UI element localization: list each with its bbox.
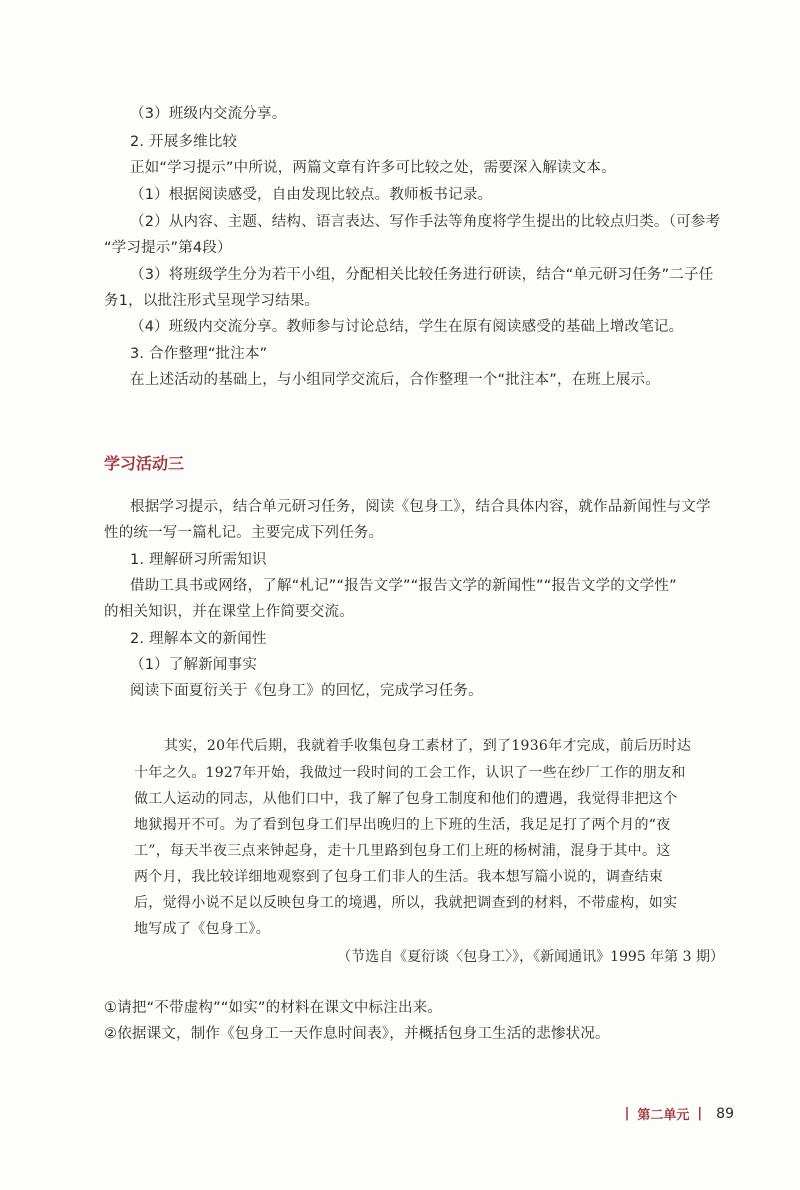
text-line: （1）了解新闻事实 [130,657,258,673]
quote-line: 十年之久。1927年开始，我做过一段时间的工会工作，认识了一些在纱厂工作的朋友和 [134,765,686,781]
quote-line: 两个月，我比较详细地观察到了包身工们非人的生活。我本想写篇小说的，调查结束 [134,869,664,885]
subheading: 2. 理解本文的新闻性 [130,631,267,647]
divider: | [697,1106,703,1121]
subheading: 2. 开展多维比较 [130,134,238,150]
quote-line: 后，觉得小说不足以反映包身工的境遇，所以，我就把调查到的材料，不带虚构，如实 [134,895,678,911]
text-line: （3）将班级学生分为若干小组，分配相关比较任务进行研读，结合“单元研习任务”二子任 [130,267,714,283]
text-line: 阅读下面夏衍关于《包身工》的回忆，完成学习任务。 [130,683,483,699]
subheading: 1. 理解研习所需知识 [130,552,267,568]
text-line: （3）班级内交流分享。 [130,106,287,122]
quote-line: 做工人运动的同志，从他们口中，我了解了包身工制度和他们的遭遇，我觉得非把这个 [134,791,678,807]
text-line: 务1，以批注形式呈现学习结果。 [104,293,320,309]
page-number: 89 [716,1105,734,1122]
divider: | [624,1106,630,1121]
quote-line: 其实，20年代后期，我就着手收集包身工素材了，到了1936年才完成，前后历时达 [164,738,692,754]
text-line: “学习提示”第4段） [104,240,232,256]
text-line: 正如“学习提示”中所说，两篇文章有许多可比较之处，需要深入解读文本。 [130,160,616,176]
text-line: 在上述活动的基础上，与小组同学交流后，合作整理一个“批注本”，在班上展示。 [130,372,660,388]
text-line: 根据学习提示，结合单元研习任务，阅读《包身工》，结合具体内容，就作品新闻性与文学 [130,499,711,515]
section-heading: 学习活动三 [104,454,185,473]
text-line: （4）班级内交流分享。教师参与讨论总结，学生在原有阅读感受的基础上增改笔记。 [130,319,684,335]
quote-source: （节选自《夏衍谈〈包身工〉》，《新闻通讯》1995 年第 3 期） [337,949,724,965]
text-line: 的相关知识，并在课堂上作简要交流。 [104,604,354,620]
text-line: 借助工具书或网络，了解“札记”“报告文学”“报告文学的新闻性”“报告文学的文学性” [130,578,677,594]
quote-line: 工”，每天半夜三点来钟起身，走十几里路到包身工们上班的杨树浦，混身于其中。这 [134,843,671,859]
page-footer [625,1104,734,1123]
quote-line: 地写成了《包身工》。 [134,921,270,937]
unit-label: 第二单元 [637,1108,690,1123]
text-line: 性的统一写一篇札记。主要完成下列任务。 [104,525,384,541]
task-item: ①请把“不带虚构”“如实”的材料在课文中标注出来。 [104,1000,443,1016]
text-line: （2）从内容、主题、结构、语言表达、写作手法等角度将学生提出的比较点归类。（可参考 [130,214,721,230]
quote-line: 地狱揭开不可。为了看到包身工们早出晚归的上下班的生活，我足足打了两个月的“夜 [134,817,671,833]
text-line: （1）根据阅读感受，自由发现比较点。教师板书记录。 [130,187,493,203]
subheading: 3. 合作整理“批注本” [130,346,268,362]
task-item: ②依据课文，制作《包身工一天作息时间表》，并概括包身工生活的悲惨状况。 [104,1026,610,1042]
